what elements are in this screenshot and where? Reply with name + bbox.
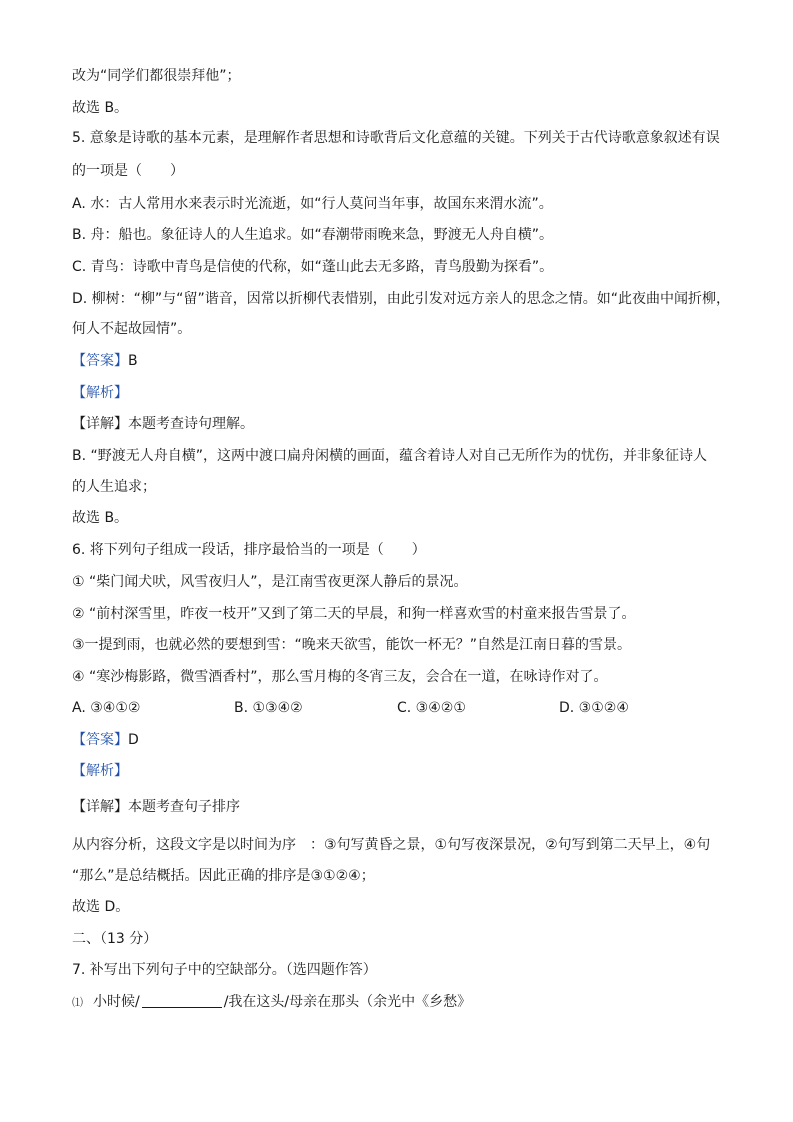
q6-option-c: C. ③④②① (397, 700, 466, 716)
q5-option-b: B. 舟：船也。象征诗人的人生追求。如“春潮带雨晚来急，野渡无人舟自横”。 (72, 227, 554, 243)
q7-subquestion-1: ⑴ 小时候/ /我在这头/母亲在那头（余光中《乡愁》 (72, 994, 472, 1010)
q5-option-c: C. 青鸟：诗歌中青鸟是信使的代称，如“蓬山此去无多路，青鸟殷勤为探看”。 (72, 259, 554, 275)
q5-option-d: D. 柳树：“柳”与“留”谐音，因常以折柳代表惜别，由此引发对远方亲人的思念之情。如“此夜曲中闻折柳， (72, 291, 730, 307)
answer-value: D (128, 732, 139, 748)
q6-option-b: B. ①③④② (234, 700, 303, 716)
detail-text: 本题考查句子排序 (128, 799, 240, 815)
answer-tag: 【答案】 (72, 732, 128, 748)
q6-answer (72, 731, 139, 749)
q6-sentence-3: ③一提到雨，也就必然的要想到雪：“晚来天欲雪，能饮一杯无？”自然是江南日暮的雪景。 (72, 637, 632, 653)
q5-option-d-cont: 何人不起故园情”。 (72, 321, 192, 337)
question-5-stem-cont: 的一项是（ ） (72, 163, 184, 179)
q6-analysis-tag: 【解析】 (72, 763, 128, 779)
answer-tag: 【答案】 (72, 353, 128, 369)
q6-option-d: D. ③①②④ (559, 700, 629, 716)
q6-option-a: A. ③④①② (72, 700, 141, 716)
q5-explanation-cont: 的人生追求； (72, 479, 156, 495)
answer-value: B (128, 353, 138, 369)
q5-option-a: A. 水：古人常用水来表示时光流逝，如“行人莫问当年事，故国东来渭水流”。 (72, 196, 553, 212)
question-6-stem: 6. 将下列句子组成一段话，排序最恰当的一项是（ ） (72, 542, 426, 558)
detail-text: 本题考查诗句理解。 (128, 416, 254, 432)
text-line: 改为“同学们都很崇拜他”； (72, 68, 241, 84)
q5-conclusion: 故选 B。 (72, 510, 129, 526)
question-5-stem: 5. 意象是诗歌的基本元素，是理解作者思想和诗歌背后文化意蕴的关键。下列关于古代诗歌意象叙述有误 (72, 130, 720, 146)
question-7-stem: 7. 补写出下列句子中的空缺部分。（选四题作答） (72, 962, 377, 978)
fill-blank[interactable] (142, 993, 222, 1008)
q5-answer (72, 352, 138, 370)
q6-detail (72, 798, 240, 816)
q6-explanation-cont: “那么”是总结概括。因此正确的排序是③①②④； (72, 868, 375, 884)
q6-sentence-1: ① “柴门闻犬吠，风雪夜归人”，是江南雪夜更深人静后的景况。 (72, 574, 468, 590)
q6-conclusion: 故选 D。 (72, 899, 130, 915)
q5-analysis-tag: 【解析】 (72, 385, 128, 401)
detail-tag: 【详解】 (72, 799, 128, 815)
detail-tag: 【详解】 (72, 416, 128, 432)
section-heading: 二、（13 分） (72, 931, 158, 947)
q6-sentence-2: ② “前村深雪里，昨夜一枝开”又到了第二天的早晨，和狗一样喜欢雪的村童来报告雪景了。 (72, 606, 636, 622)
q5-detail (72, 415, 254, 433)
q5-explanation: B. “野渡无人舟自横”，这两中渡口扁舟闲横的画面，蕴含着诗人对自己无所作为的忧伤，并非象征诗人 (72, 448, 708, 464)
q6-explanation: 从内容分析，这段文字是以时间为序 ：③句写黄昏之景，①句写夜深景况，②句写到第二天早上，④句 (72, 837, 711, 853)
q6-sentence-4: ④ “寒沙梅影路，微雪酒香村”，那么雪月梅的冬宵三友，会合在一道，在咏诗作对了。 (72, 669, 608, 685)
text-line: 故选 B。 (72, 100, 129, 116)
subquestion-number: ⑴ (72, 996, 83, 1009)
